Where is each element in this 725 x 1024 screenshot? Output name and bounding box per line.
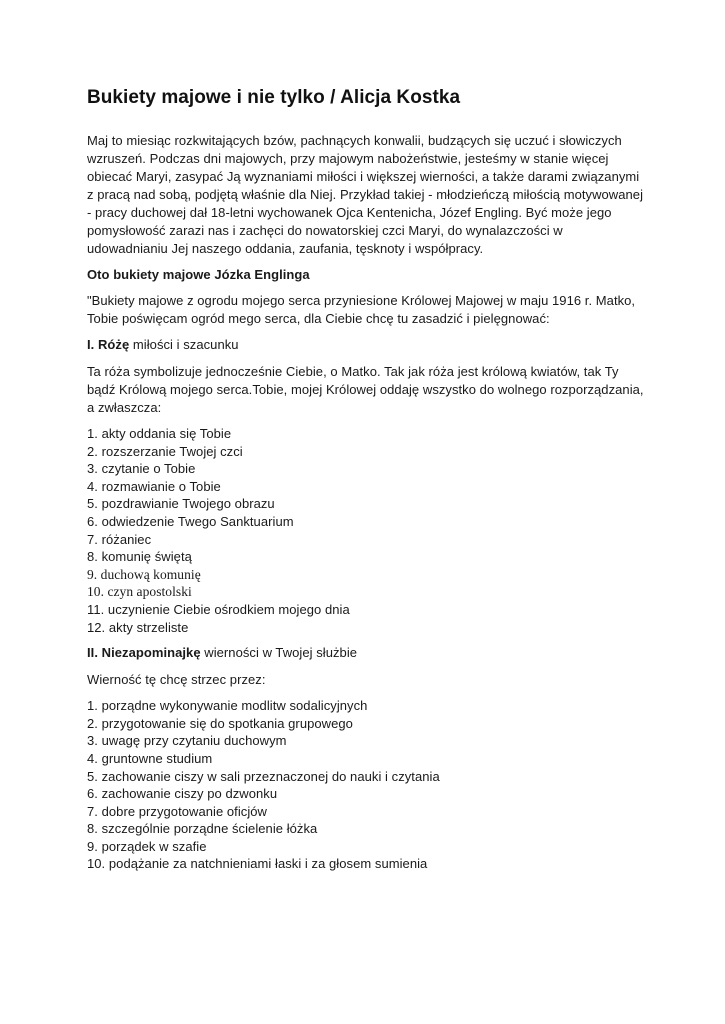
list-item: 8. komunię świętą [87,549,192,565]
list-item: 9. duchową komunię [87,566,201,582]
section-2-list [87,697,647,873]
section-1-label: I. Różę [87,337,130,352]
list-item: 1. akty oddania się Tobie [87,426,232,441]
list-item: 9. porządek w szafie [87,838,207,854]
list-item: 4. rozmawianie o Tobie [87,478,221,494]
section-2-description: Wierność tę chcę strzec przez: [87,672,266,688]
section-1-heading [87,336,647,354]
section-1-rest: miłości i szacunku [129,337,239,352]
list-item: 11. uczynienie Ciebie ośrodkiem mojego dnia [87,601,350,617]
list-item: 2. rozszerzanie Twojej czci [87,443,243,459]
list-item: 5. pozdrawianie Twojego obrazu [87,496,275,512]
list-item: 1. porządne wykonywanie modlitw sodalicyjnych [87,698,368,714]
list-item: 6. odwiedzenie Twego Sanktuarium [87,513,294,529]
section-1-description: Ta róża symbolizuje jednocześnie Ciebie, o Matko. Tak jak róża jest królową kwiatów, tak Ty bądź Królową mojego serca.Tobie, mojej Królowej oddaję wszystko do wolnego rozporządzania, a zwłaszcza: [87,364,644,415]
list-item: 7. dobre przygotowanie oficjów [87,803,267,819]
section-1-list [87,425,647,636]
list-item: 3. uwagę przy czytaniu duchowym [87,733,287,749]
section-2-heading [87,644,647,662]
list-item: 4. gruntowne studium [87,750,213,766]
document-title: Bukiety majowe i nie tylko / Alicja Kostka [87,87,461,108]
subheading-text: Oto bukiety majowe Józka Englinga [87,267,310,282]
section-2-label: II. Niezapominajkę [87,645,201,661]
list-item: 10. czyn apostolski [87,584,192,600]
intro-paragraph: Maj to miesiąc rozkwitających bzów, pachnących konwalii, budzących się uczuć i słowiczych wzruszeń. Podczas dni majowych, przy majowym nabożeństwie, jesteśmy w stanie więcej obiecać Maryi, zasypać Ją wyznaniami miłości i większej wierności, a także darami związanymi z pracą nad sobą, podjętą właśnie dla Niej. Przykład takiej - młodzieńczą miłością motywowanej - pracy duchowej dał 18-letni wychowanek Ojca Kentenicha, Józef Engling. Być może jego pomysłowość zarazi nas i zachęci do nowatorskiej czci Maryi, do wynalazczości w udowadnianiu Jej naszego oddania, zaufania, tęsknoty i współpracy. [87,133,644,256]
section-2-rest: wierności w Twojej służbie [200,645,358,661]
list-item: 5. zachowanie ciszy w sali przeznaczonej do nauki i czytania [87,768,440,784]
list-item: 10. podążanie za natchnieniami łaski i za głosem sumienia [87,856,428,872]
list-item: 8. szczególnie porządne ścielenie łóżka [87,821,318,837]
list-item: 2. przygotowanie się do spotkania grupowego [87,715,353,731]
list-item: 6. zachowanie ciszy po dzwonku [87,786,278,802]
list-item: 3. czytanie o Tobie [87,461,196,477]
list-item: 7. różaniec [87,531,152,547]
document-body [87,86,647,881]
list-item: 12. akty strzeliste [87,619,189,635]
subheading [87,266,647,284]
quote-paragraph: "Bukiety majowe z ogrodu mojego serca przyniesione Królowej Majowej w maju 1916 r. Matko, Tobie poświęcam ogród mego serca, dla Ciebie chcę tu zasadzić i pielęgnować: [87,293,636,326]
